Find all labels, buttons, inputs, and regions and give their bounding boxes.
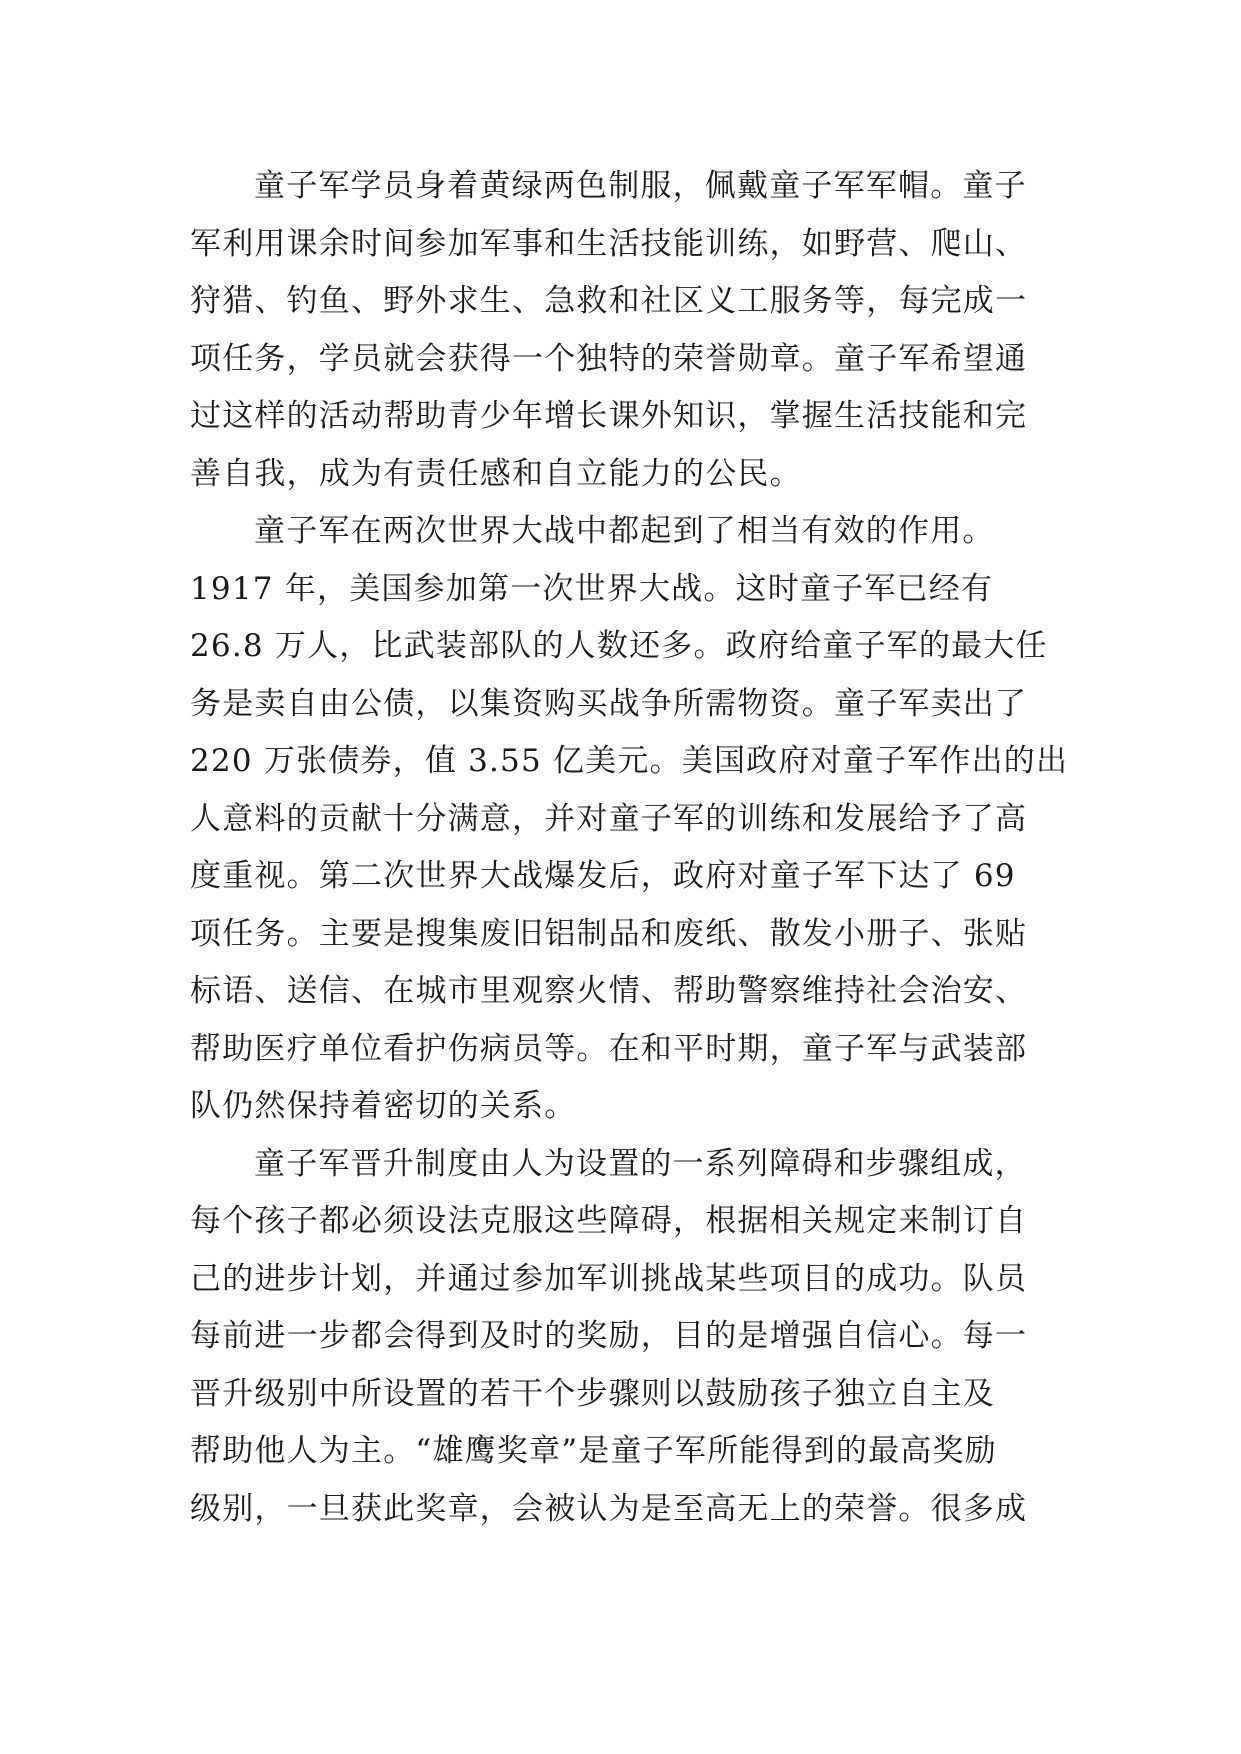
- text-line: 标语、送信、在城市里观察火情、帮助警察维持社会治安、: [190, 973, 1028, 1009]
- text-line: 队仍然保持着密切的关系。: [190, 1088, 577, 1124]
- text-line: 过这样的活动帮助青少年增长课外知识，掌握生活技能和完: [190, 398, 1028, 434]
- text-line: 童子军晋升制度由人为设置的一系列障碍和步骤组成，: [254, 1145, 1027, 1182]
- text-line: 善自我，成为有责任感和自立能力的公民。: [190, 455, 802, 492]
- text-line: 狩猎、钓鱼、野外求生、急救和社区义工服务等，每完成一: [190, 283, 1028, 319]
- text-line: 26.8 万人，比武装部队的人数还多。政府给童子军的最大任: [190, 628, 1048, 664]
- body-text: [190, 158, 1070, 1538]
- text-line: 级别，一旦获此奖章，会被认为是至高无上的荣誉。很多成: [190, 1490, 1028, 1527]
- text-line: 帮助他人为主。“雄鹰奖章”是童子军所能得到的最高奖励: [190, 1433, 997, 1469]
- text-line: 1917 年，美国参加第一次世界大战。这时童子军已经有: [190, 570, 994, 607]
- text-line: 每个孩子都必须设法克服这些障碍，根据相关规定来制订自: [190, 1203, 1028, 1239]
- text-line: 军利用课余时间参加军事和生活技能训练，如野营、爬山、: [190, 225, 1028, 262]
- text-line: 己的进步计划，并通过参加军训挑战某些项目的成功。队员: [190, 1260, 1028, 1297]
- text-line: 人意料的贡献十分满意，并对童子军的训练和发展给予了高: [190, 800, 1028, 837]
- text-line: 度重视。第二次世界大战爆发后，政府对童子军下达了 69: [190, 858, 1016, 894]
- text-line: 晋升级别中所设置的若干个步骤则以鼓励孩子独立自主及: [190, 1375, 995, 1412]
- text-line: 童子军在两次世界大战中都起到了相当有效的作用。: [254, 513, 995, 549]
- text-line: 项任务。主要是搜集废旧铝制品和废纸、散发小册子、张贴: [190, 915, 1028, 952]
- text-line: 帮助医疗单位看护伤病员等。在和平时期，童子军与武装部: [190, 1030, 1028, 1067]
- text-line: 童子军学员身着黄绿两色制服，佩戴童子军军帽。童子: [254, 168, 1027, 204]
- text-line: 220 万张债券，值 3.55 亿美元。美国政府对童子军作出的出: [190, 743, 1069, 779]
- text-line: 项任务，学员就会获得一个独特的荣誉勋章。童子军希望通: [190, 340, 1028, 377]
- text-line: 每前进一步都会得到及时的奖励，目的是增强自信心。每一: [190, 1318, 1028, 1354]
- text-line: 务是卖自由公债，以集资购买战争所需物资。童子军卖出了: [190, 685, 1028, 722]
